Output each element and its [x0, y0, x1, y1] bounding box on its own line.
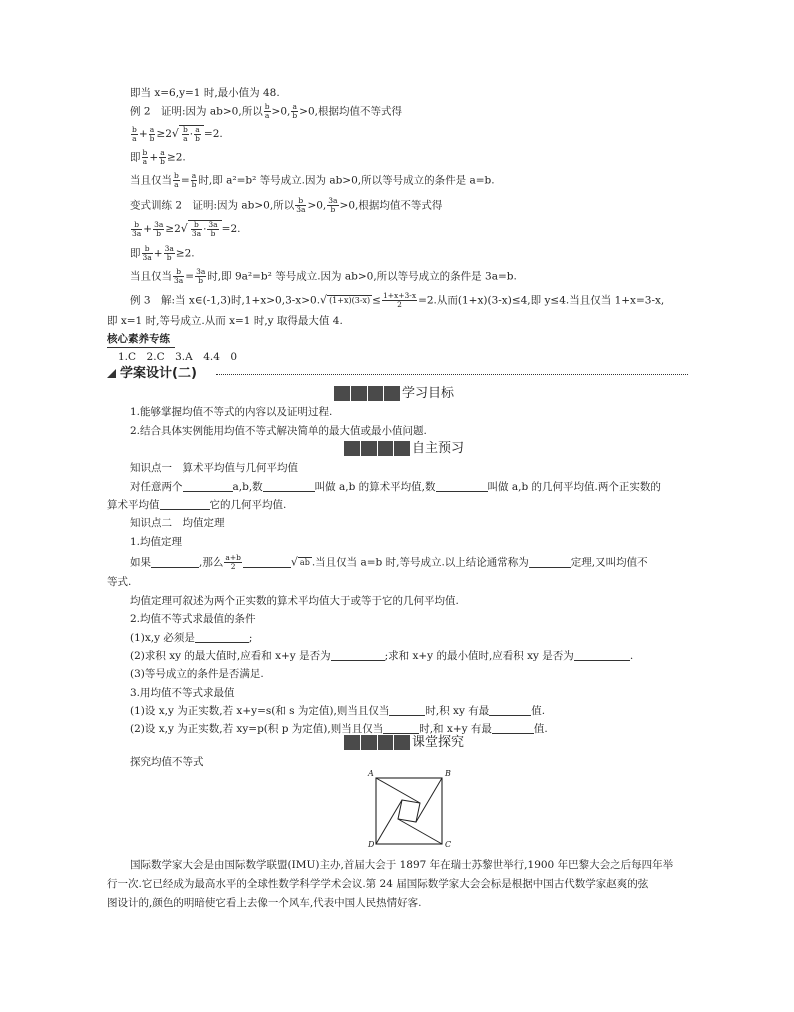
example-3-conclusion: 即 x=1 时,等号成立.从而 x=1 时,y 取得最大值 4.: [107, 315, 343, 327]
example-2-line: 例 2 证明:因为 ab>0,所以 $\frac{b}{a}$ >0, $\frac{a}{b}$ >0,根据均值不等式得: [130, 102, 402, 120]
bar-icon: [334, 386, 400, 401]
dotted-divider: [216, 374, 688, 375]
preview-title: 自主预习: [412, 441, 465, 456]
goals-title: 学习目标: [402, 386, 455, 401]
knowledge-point-1-title: 知识点一 算术平均值与几何平均值: [130, 462, 298, 474]
chord-figure: [362, 770, 462, 850]
kp2-subtitle: 2.均值不等式求最值的条件: [130, 613, 256, 625]
formula-line: 即 $\frac{b}{3a}$ + $\frac{3a}{b}$ ≥2.: [130, 244, 195, 262]
bar-icon: [344, 441, 410, 456]
kp2-usage: (2)设 x,y 为正实数,若 xy=p(积 p 为定值),则当且仅当 时,和 x+y 有最 值.: [130, 723, 548, 735]
formula-line: 即 $\frac{b}{a}$ + $\frac{a}{b}$ ≥2.: [130, 148, 186, 166]
vertex-label-a: A: [368, 769, 374, 778]
formula-line: 当且仅当 $\frac{b}{a}$ = $\frac{a}{b}$ 时,即 a²=b² 等号成立.因为 ab>0,所以等号成立的条件是 a=b.: [130, 171, 495, 189]
paragraph-line: 行一次.它已经成为最高水平的全球性数学科学学术会议.第 24 届国际数学家大会会标是根据中国古代数学家赵爽的弦: [107, 878, 649, 890]
title-underline: [107, 347, 175, 348]
formula-line: $\frac{b}{a}$ + $\frac{a}{b}$ ≥2√ $\frac{b}{a}$ · $\frac{a}{b}$ =2.: [132, 124, 223, 143]
answers-line: 1.C 2.C 3.A 4.4 0: [118, 351, 238, 363]
kp2-usage: (1)设 x,y 为正实数,若 x+y=s(和 s 为定值),则当且仅当 时,积 xy 有最 值.: [130, 705, 546, 717]
formula-line: 当且仅当 $\frac{b}{3a}$ = $\frac{3a}{b}$ 时,即 9a²=b² 等号成立.因为 ab>0,所以等号成立的条件是 3a=b.: [130, 267, 517, 285]
goal-item: 2.结合具体实例能用均值不等式解决简单的最大值或最小值问题.: [130, 425, 427, 437]
explore-subtitle: 探究均值不等式: [130, 756, 204, 768]
kp2-subtitle: 1.均值定理: [130, 536, 183, 548]
vertex-label-d: D: [368, 840, 375, 849]
formula-line: $\frac{b}{3a}$ + $\frac{3a}{b}$ ≥2√ $\frac{b}{3a}$ · $\frac{3a}{b}$ =2.: [132, 219, 241, 238]
variant-2-line: 变式训练 2 证明:因为 ab>0,所以 $\frac{b}{3a}$ >0, $\frac{3a}{b}$ >0,根据均值不等式得: [130, 196, 443, 214]
kp1-line: 对任意两个 a,b,数 叫做 a,b 的算术平均值,数 叫做 a,b 的几何平均值.两个正实数的: [130, 481, 661, 493]
kp1-line: 算术平均值 它的几何平均值.: [107, 499, 287, 511]
vertex-label-b: B: [445, 769, 451, 778]
paragraph-line: 国际数学家大会是由国际数学联盟(IMU)主办,首届大会于 1897 年在瑞士苏黎世举行,1900 年巴黎大会之后每四年举: [130, 859, 674, 871]
paragraph-line: 图设计的,颜色的明暗使它看上去像一个风车,代表中国人民热情好客.: [107, 897, 422, 909]
kp2-line: 均值定理可叙述为两个正实数的算术平均值大于或等于它的几何平均值.: [130, 595, 459, 607]
kp2-line: 等式.: [107, 576, 132, 588]
explore-title: 课堂探究: [412, 735, 465, 750]
answer-line: 即当 x=6,y=1 时,最小值为 48.: [130, 87, 280, 99]
kp2-subtitle: 3.用均值不等式求最值: [130, 687, 235, 699]
knowledge-point-2-title: 知识点二 均值定理: [130, 517, 225, 529]
kp2-line: 如果 ,那么 $\frac{a+b}{2}$ √ ab .当且仅当 a=b 时,等号成立.以上结论通常称为 定理,又叫均值不: [130, 553, 648, 571]
core-practice-title: 核心素养专练: [107, 333, 170, 345]
example-3-line: 例 3 解:当 x∈(-1,3)时,1+x>0,3-x>0.√ (1+x)(3-x) ≤ $\frac{1+x+3-x}{2}$ =2.从而(1+x)(3-x)≤4,即 y≤4.当且仅当 1+x=3-x,: [130, 291, 665, 309]
kp2-condition: (1)x,y 必须是 ;: [130, 632, 253, 644]
bar-icon: [344, 735, 410, 750]
triangle-icon: [107, 369, 116, 378]
vertex-label-c: C: [445, 840, 452, 849]
kp2-condition: (2)求积 xy 的最大值时,应看和 x+y 是否为 ;求和 x+y 的最小值时,应看积 xy 是否为 .: [130, 650, 634, 662]
section-header: 学案设计(二): [120, 366, 197, 381]
goal-item: 1.能够掌握均值不等式的内容以及证明过程.: [130, 406, 333, 418]
kp2-condition: (3)等号成立的条件是否满足.: [130, 668, 264, 680]
